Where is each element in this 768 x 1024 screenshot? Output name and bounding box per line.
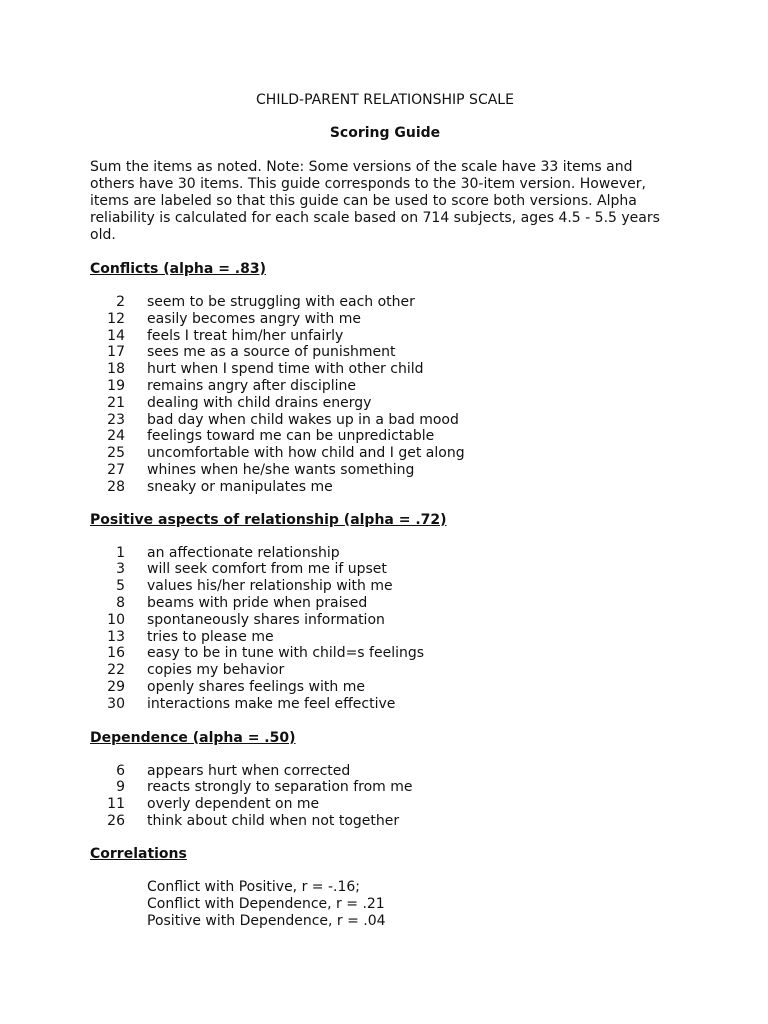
item-number: 29 [107,678,125,695]
list-item [90,412,680,429]
list-item [90,662,680,679]
list-item [90,445,680,462]
item-text: beams with pride when praised [147,594,368,611]
list-item [90,378,680,395]
item-number: 17 [107,344,125,361]
item-text: hurt when I spend time with other child [147,361,424,378]
list-item [90,595,680,612]
list-item [90,763,680,780]
item-text: remains angry after discipline [147,377,356,394]
list-item [90,629,680,646]
item-number: 9 [116,779,125,796]
item-number: 30 [107,695,125,712]
correlation-line: Conflict with Positive, r = -.16; [147,878,361,895]
list-item [90,479,680,496]
item-number: 22 [107,662,125,679]
correlations-list [90,879,680,930]
document-page [90,91,680,930]
item-number: 28 [107,478,125,495]
list-item [90,645,680,662]
list-item [90,796,680,813]
positive-heading: Positive aspects of relationship (alpha = .72) [90,511,447,528]
item-number: 6 [116,762,125,779]
item-number: 10 [107,611,125,628]
item-text: easily becomes angry with me [147,310,361,327]
item-number: 26 [107,812,125,829]
item-number: 18 [107,361,125,378]
dependence-heading: Dependence (alpha = .50) [90,729,296,746]
item-text: seem to be struggling with each other [147,294,415,310]
correlation-line: Conflict with Dependence, r = .21 [147,895,385,912]
item-number: 11 [107,796,125,813]
item-text: overly dependent on me [147,796,320,813]
item-number: 12 [107,310,125,327]
item-number: 8 [116,594,125,611]
item-text: think about child when not together [147,812,400,829]
item-number: 13 [107,628,125,645]
item-number: 23 [107,411,125,428]
list-item [90,679,680,696]
list-item [90,561,680,578]
list-item [90,395,680,412]
list-item [90,696,680,713]
item-text: reacts strongly to separation from me [147,779,413,796]
item-text: appears hurt when corrected [147,762,351,779]
positive-item-list [90,545,680,713]
item-number: 3 [116,561,125,578]
correlations-heading: Correlations [90,845,187,862]
item-number: 24 [107,428,125,445]
item-text: easy to be in tune with child=s feelings [147,645,425,662]
list-item [90,462,680,479]
item-text: feelings toward me can be unpredictable [147,428,435,445]
item-number: 25 [107,445,125,462]
item-text: tries to please me [147,628,274,645]
list-item [90,328,680,345]
item-text: an affectionate relationship [147,544,340,561]
item-text: copies my behavior [147,662,285,679]
item-text: uncomfortable with how child and I get along [147,445,465,462]
dependence-item-list [90,763,680,830]
item-number: 14 [107,327,125,344]
item-number: 1 [116,544,125,561]
item-number: 2 [116,294,125,310]
item-number: 5 [116,578,125,595]
item-text: sneaky or manipulates me [147,478,333,495]
list-item [90,361,680,378]
item-text: will seek comfort from me if upset [147,561,387,578]
list-item [90,779,680,796]
list-item [90,612,680,629]
intro-paragraph: Sum the items as noted. Note: Some versions of the scale have 33 items and others have 30 items. This guide corresponds to the 30-item version. However, items are labeled so that this guide can be used to score both versions. Alpha reliability is calculated for each scale based on 714 subjects, ages 4.5 - 5.5 years old. [90,159,660,243]
list-item [90,813,680,830]
document-subtitle: Scoring Guide [329,125,441,141]
item-text: whines when he/she wants something [147,461,415,478]
item-text: spontaneously shares information [147,611,385,628]
item-number: 21 [107,394,125,411]
list-item [90,294,680,311]
list-item [90,578,680,595]
item-text: sees me as a source of punishment [147,344,396,361]
list-item [90,545,680,562]
item-number: 27 [107,461,125,478]
item-text: values his/her relationship with me [147,578,393,595]
document-title: CHILD-PARENT RELATIONSHIP SCALE [256,92,514,108]
conflicts-heading: Conflicts (alpha = .83) [90,261,266,277]
item-text: bad day when child wakes up in a bad mood [147,411,459,428]
list-item [90,428,680,445]
item-text: dealing with child drains energy [147,394,372,411]
list-item [90,344,680,361]
list-item [90,311,680,328]
conflicts-item-list [90,294,680,496]
item-text: openly shares feelings with me [147,678,365,695]
item-text: interactions make me feel effective [147,695,396,712]
item-number: 16 [107,645,125,662]
correlation-line: Positive with Dependence, r = .04 [147,912,386,929]
item-number: 19 [107,377,125,394]
item-text: feels I treat him/her unfairly [147,327,344,344]
